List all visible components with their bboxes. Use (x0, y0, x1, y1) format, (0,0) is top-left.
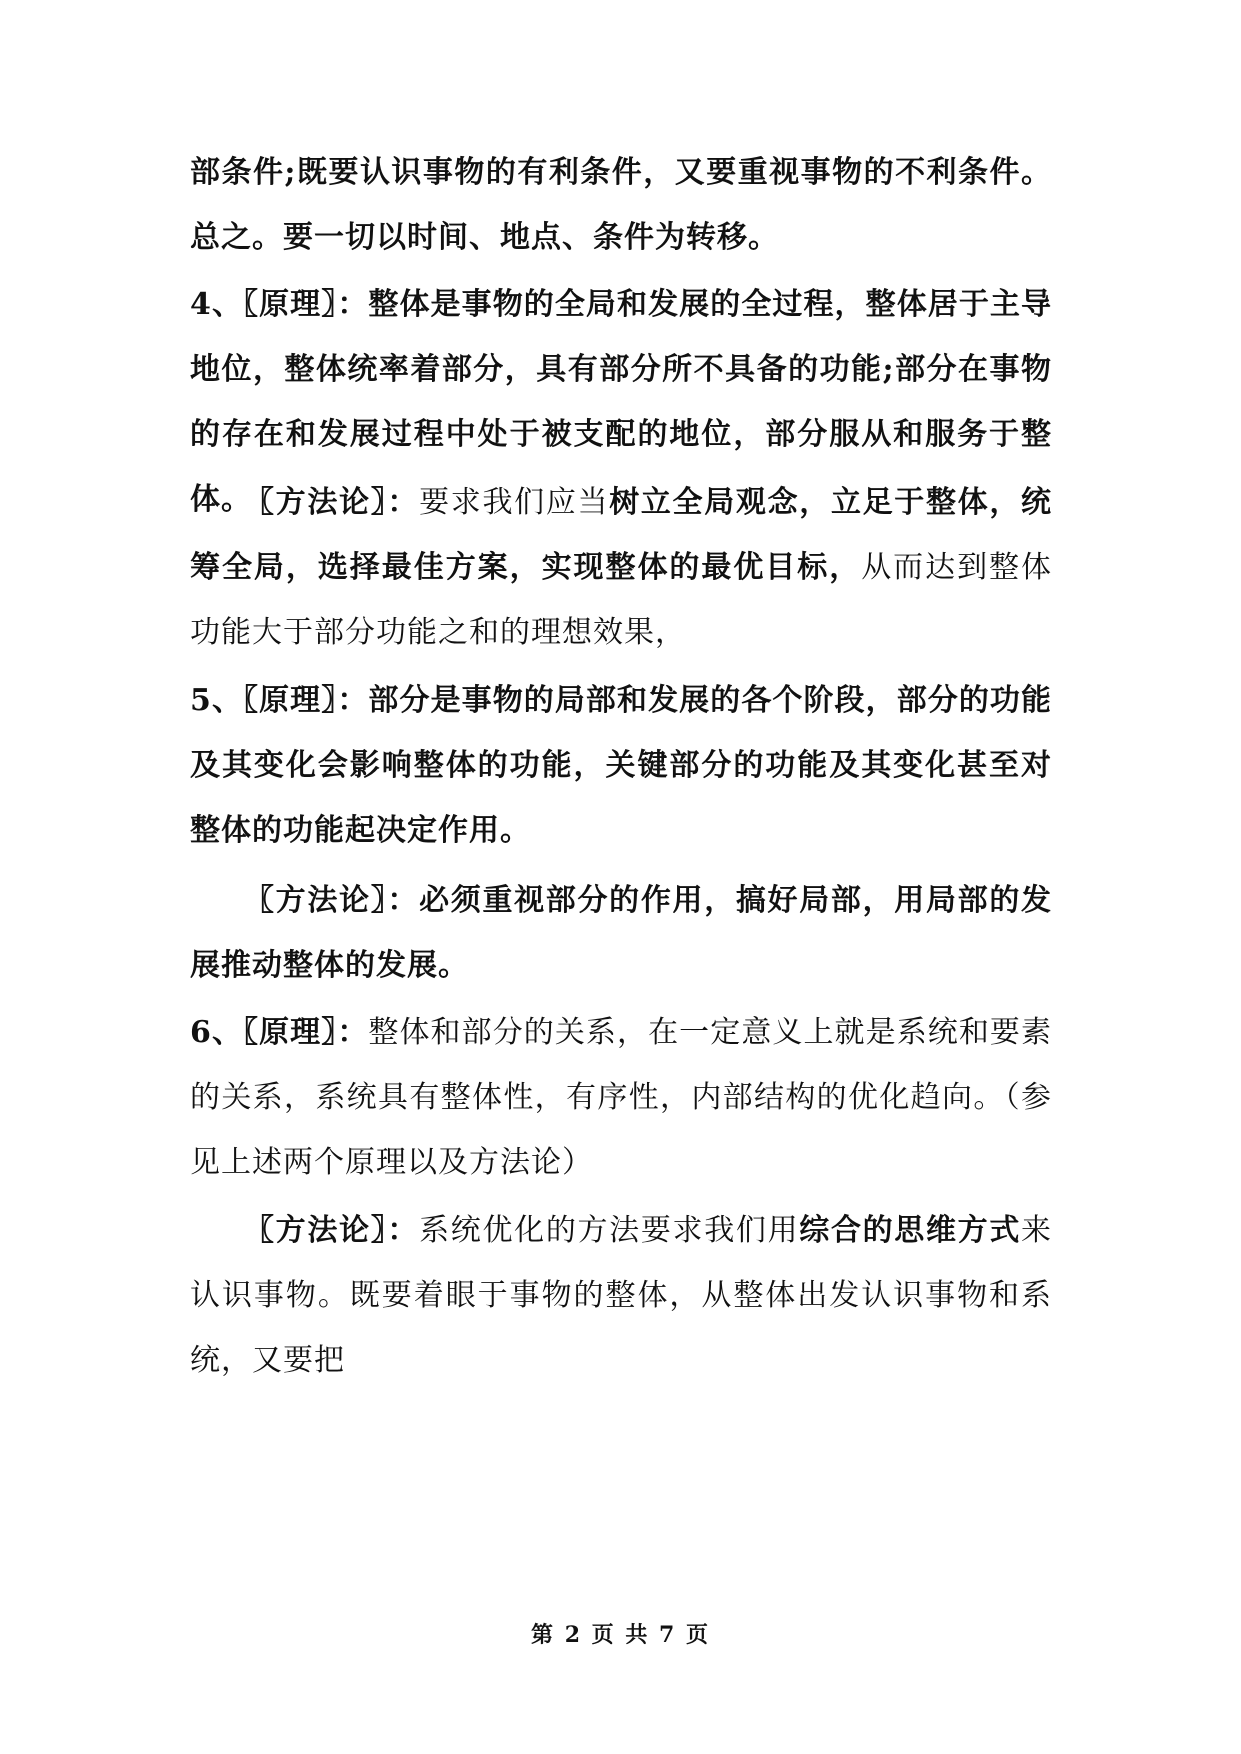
paragraph-7-run-4: 来认识事物。既要着眼于事物的整体，从整体出发认识事物和系统，又要把 (190, 1213, 1053, 1378)
paragraph-7-run-2: 系统优化的方法要求我们用 (419, 1213, 800, 1248)
page-number-footer: 第 2 页 共 7 页 (531, 1622, 710, 1648)
paragraph-3-methodology-4 (190, 470, 1052, 665)
paragraph-6-principle-6 (190, 1000, 1052, 1195)
paragraph-5-run-1: 〖方法论〗：必须重视部分的作用，搞好局部，用局部的发展推动整体的发展。 (190, 883, 1052, 983)
paragraph-7-methodology-6 (190, 1198, 1052, 1393)
paragraph-6-run-2: 整体和部分的关系，在一定意义上就是系统和要素的关系，系统具有整体性，有序性，内部结构的优化趋向。（参见上述两个原理以及方法论） (190, 1015, 1052, 1180)
paragraph-7-run-3: 综合的思维方式 (799, 1213, 1022, 1248)
paragraph-5-methodology-5 (190, 868, 1052, 998)
paragraph-1-run-1: 部条件;既要认识事物的有利条件，又要重视事物的不利条件。总之。要一切以时间、地点、条件为转移。 (190, 155, 1052, 255)
paragraph-7-run-1: 〖方法论〗： (244, 1213, 420, 1248)
paragraph-1 (190, 140, 1052, 270)
paragraph-3-run-3: 树立全局观念，立足于整体，统筹全局，选择最佳方案，实现整体的最优目标， (190, 485, 1053, 585)
paragraph-3-run-1: 〖方法论〗： (244, 485, 420, 520)
paragraph-4-run-1: 5、〖原理〗：部分是事物的局部和发展的各个阶段，部分的功能及其变化会影响整体的功能，关键部分的功能及其变化甚至对整体的功能起决定作用。 (190, 683, 1052, 848)
paragraph-3-run-4: 从而达到整体功能大于部分功能之和的理想效果， (190, 550, 1053, 650)
paragraph-6-run-1: 6、〖原理〗： (190, 1015, 369, 1050)
paragraph-2-run-1: 4、〖原理〗：整体是事物的全局和发展的全过程，整体居于主导地位，整体统率着部分，具有部分所不具备的功能;部分在事物的存在和发展过程中处于被支配的地位，部分服从和服务于整体。 (190, 287, 1052, 517)
paragraph-3-run-2: 要求我们应当 (419, 485, 610, 520)
paragraph-4-principle-5 (190, 668, 1052, 863)
